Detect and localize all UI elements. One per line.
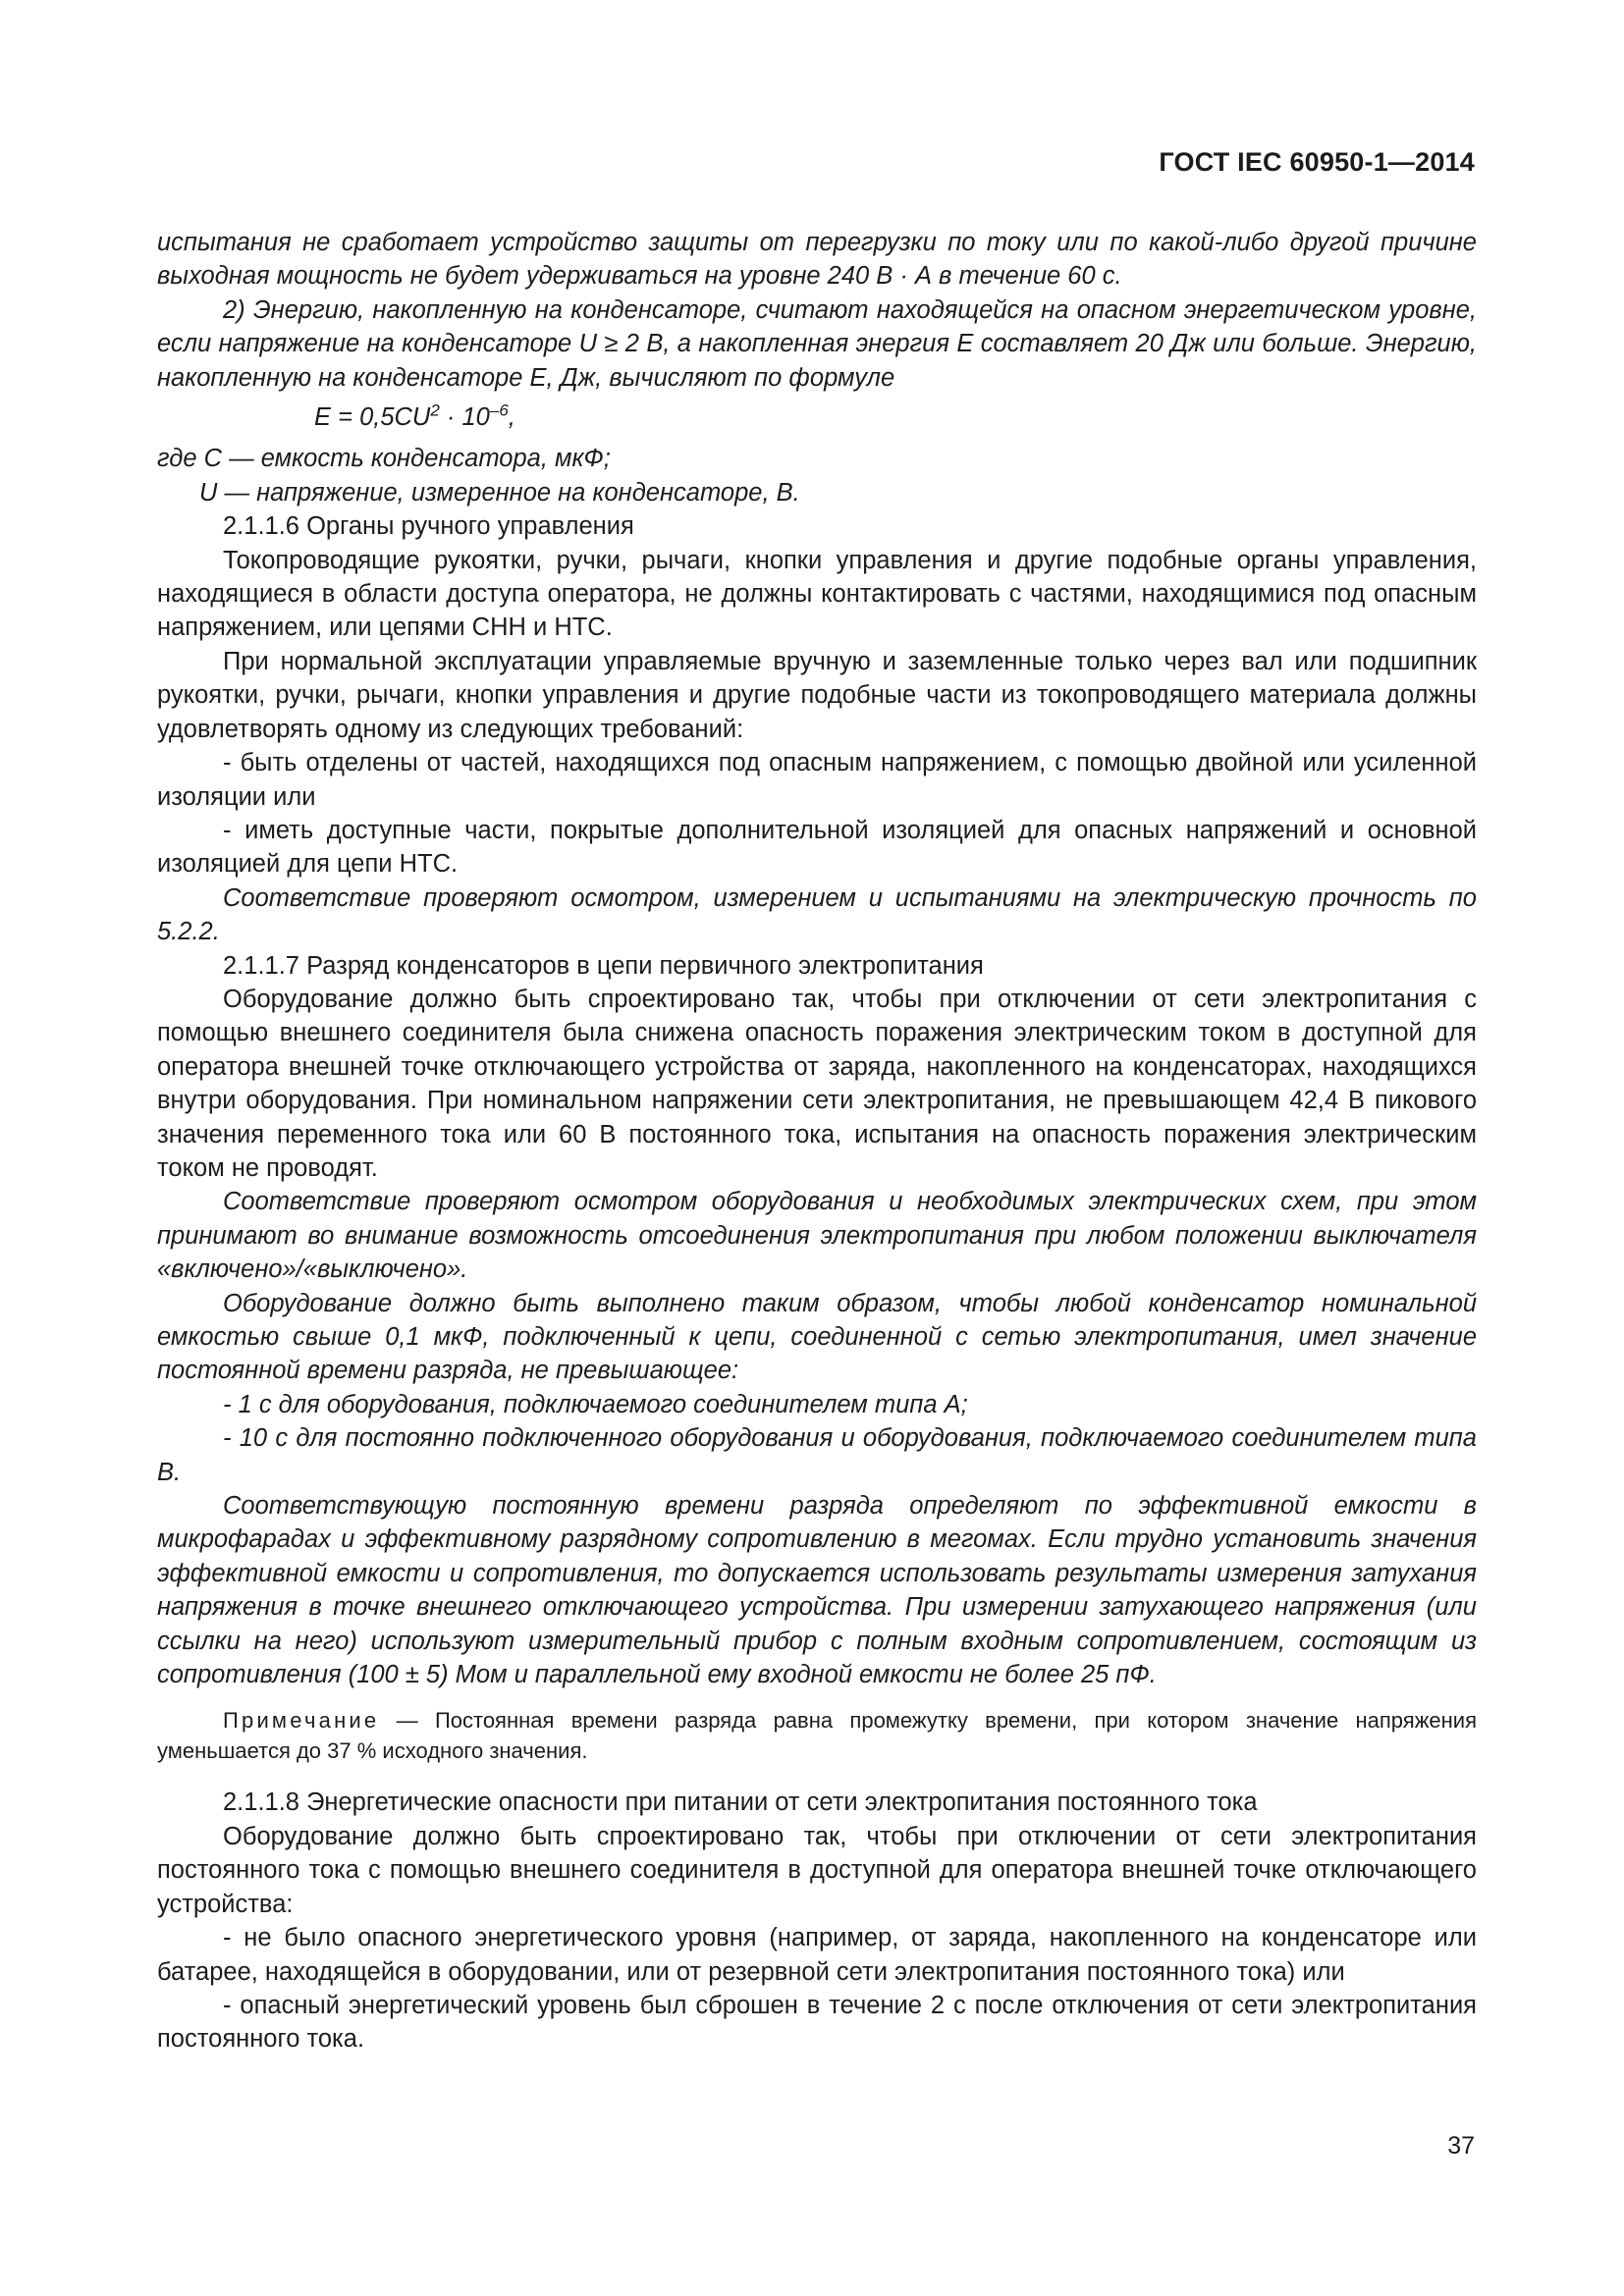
paragraph-conductive-controls: Токопроводящие рукоятки, ручки, рычаги, кнопки управления и другие подобные органы управления, находящиеся в области доступа оператора, не должны контактировать с частями, находящимися под опасным напряжением, или цепями СНН и НТС. (157, 546, 1477, 642)
formula-exponent-1: 2 (430, 400, 440, 420)
formula-where-c: где C — емкость конденсатора, мкФ; (157, 445, 611, 473)
page-body (157, 226, 1477, 2056)
paragraph-normal-operation: При нормальной эксплуатации управляемые вручную и заземленные только через вал или подшипник рукоятки, ручки, рычаги, кнопки управления и другие подобные части из токопроводящего материала должны удовлетворять одному из следующих требований: (157, 647, 1477, 743)
formula-main: E = 0,5CU (314, 403, 431, 432)
note-label: Примечание (223, 1708, 380, 1734)
energy-formula (157, 400, 1477, 434)
formula-end: , (508, 403, 515, 432)
paragraph-dc-disconnect: Оборудование должно быть спроектировано так, чтобы при отключении от сети электропитания постоянного тока с помощью внешнего соединителя в доступной для оператора внешней точке отключающего устройства: (157, 1822, 1477, 1918)
list-item-hazard-discharged: - опасный энергетический уровень был сброшен в течение 2 с после отключения от сети электропитания постоянного тока. (157, 1991, 1477, 2054)
paragraph-compliance-check-1: Соответствие проверяют осмотром, измерением и испытаниями на электрическую прочность по 5.2.2. (157, 883, 1477, 946)
list-item-type-b: - 10 с для постоянно подключенного оборудования и оборудования, подключаемого соединителем типа B. (157, 1424, 1477, 1486)
formula-mid: · 10 (439, 403, 490, 432)
paragraph-capacitor-discharge: Оборудование должно быть спроектировано так, чтобы при отключении от сети электропитания с помощью внешнего соединителя была снижена опасность поражения электрическим током в доступной для оператора внешней точке отключающего устройства от заряда, накопленного на конденсаторах, находящихся внутри оборудования. При номинальном напряжении сети электропитания, не превышающем 42,4 В пикового значения переменного тока или 60 В постоянного тока, испытания на опасность поражения электрическим током не проводят. (157, 985, 1477, 1182)
formula-where-u: U — напряжение, измеренное на конденсаторе, В. (199, 478, 800, 507)
section-heading-2118: 2.1.1.8 Энергетические опасности при питании от сети электропитания постоянного тока (223, 1789, 1258, 1817)
paragraph-discharge-measurement: Соответствующую постоянную времени разряда определяют по эффективной емкости в микрофарадах и эффективному разрядному сопротивлению в мегомах. Если трудно установить значения эффективной емкости и сопротивления, то допускается использовать результаты измерения затухания напряжения в точке внешнего отключающего устройства. При измерении затухающего напряжения (или ссылки на него) используют измерительный прибор с полным входным сопротивлением, состоящим из сопротивления (100 ± 5) Мом и параллельной ему входной емкости не более 25 пФ. (157, 1492, 1477, 1689)
note-text: — Постоянная времени разряда равна промежутку времени, при котором значение напряжения уменьшается до 37 % исходного значения. (157, 1708, 1477, 1764)
list-item-no-hazard: - не было опасного энергетического уровня (например, от заряда, накопленного на конденсаторе или батарее, находящейся в оборудовании, или от резервной сети электропитания постоянного тока) или (157, 1924, 1477, 1986)
list-item-type-a: - 1 с для оборудования, подключаемого соединителем типа A; (223, 1390, 968, 1418)
list-item-supplementary-insulation: - иметь доступные части, покрытые дополнительной изоляцией для опасных напряжений и основной изоляцией для цепи НТС. (157, 816, 1477, 879)
section-heading-2117: 2.1.1.7 Разряд конденсаторов в цепи первичного электропитания (223, 951, 984, 980)
list-item-double-insulation: - быть отделены от частей, находящихся под опасным напряжением, с помощью двойной или усиленной изоляции или (157, 749, 1477, 811)
page-number: 37 (1447, 2132, 1475, 2160)
formula-exponent-2: –6 (489, 400, 509, 420)
paragraph-continuation: испытания не сработает устройство защиты от перегрузки по току или по какой-либо другой причине выходная мощность не будет удерживаться на уровне 240 В · А в течение 60 с. (157, 229, 1477, 291)
paragraph-energy-definition: 2) Энергию, накопленную на конденсаторе, считают находящейся на опасном энергетическом уровне, если напряжение на конденсаторе U ≥ 2 В, а накопленная энергия E составляет 20 Дж или больше. Энергию, накопленную на конденсаторе E, Дж, вычисляют по формуле (157, 295, 1477, 392)
paragraph-compliance-check-2: Соответствие проверяют осмотром оборудования и необходимых электрических схем, при этом принимают во внимание возможность отсоединения электропитания при любом положении выключателя «включено»/«выключено». (157, 1188, 1477, 1284)
section-heading-2116: 2.1.1.6 Органы ручного управления (223, 512, 634, 541)
note (157, 1705, 1477, 1766)
standard-id-header: ГОСТ IEC 60950-1—2014 (1159, 147, 1475, 177)
paragraph-time-constant: Оборудование должно быть выполнено таким образом, чтобы любой конденсатор номинальной емкостью свыше 0,1 мкФ, подключенный к цепи, соединенной с сетью электропитания, имел значение постоянной времени разряда, не превышающее: (157, 1289, 1477, 1385)
